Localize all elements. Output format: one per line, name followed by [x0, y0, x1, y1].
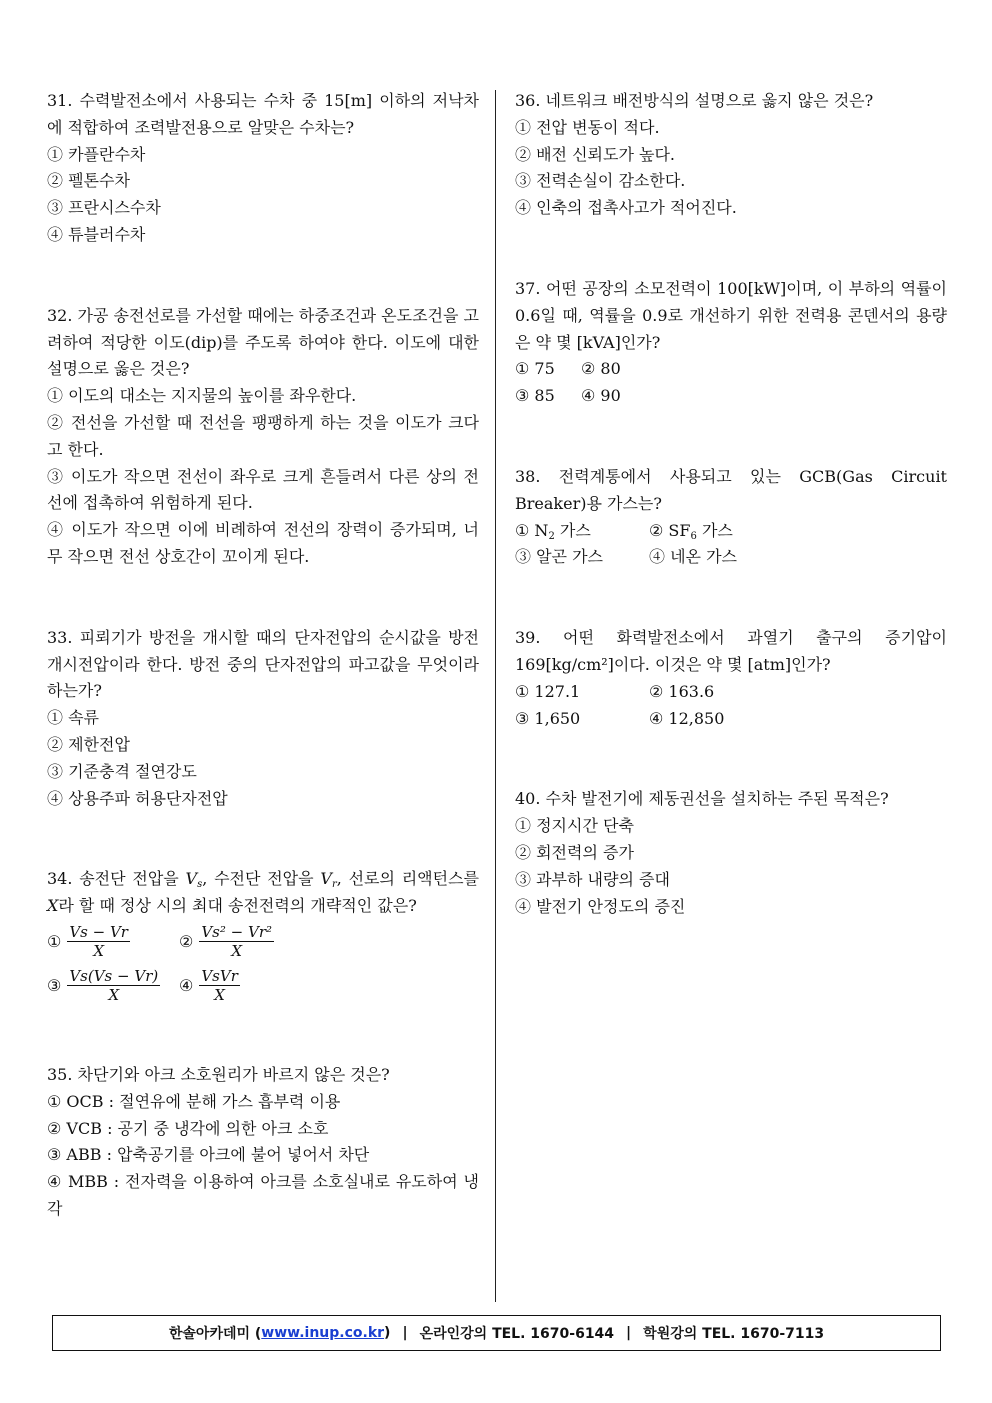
- option-2: ② 전선을 가선할 때 전선을 팽팽하게 하는 것을 이도가 크다고 한다.: [47, 412, 479, 459]
- option-3: ③ 전력손실이 감소한다.: [515, 171, 686, 191]
- var-x: X: [47, 896, 59, 916]
- option-4: ④ 인축의 접촉사고가 적어진다.: [515, 198, 737, 218]
- question-36: [515, 88, 947, 222]
- option-3: ③ 85: [515, 386, 555, 406]
- footer-website-link[interactable]: www.inup.co.kr: [261, 1325, 385, 1341]
- fraction-denominator: X: [108, 986, 120, 1005]
- fraction-denominator: X: [231, 942, 243, 961]
- var-vr: V: [320, 869, 332, 889]
- stem-part: 34. 송전단 전압을: [47, 869, 186, 889]
- option-4: ④ 12,850: [649, 708, 725, 728]
- option-2: ② 80: [581, 359, 621, 379]
- option-2: ② 회전력의 증가: [515, 842, 634, 862]
- option-2: ② 제한전압: [47, 734, 130, 754]
- question-stem: 33. 피뢰기가 방전을 개시할 때의 단자전압의 순시값을 방전 개시전압이라 한다. 방전 중의 단자전압의 파고값을 무엇이라 하는가?: [47, 627, 479, 701]
- var-vr-sub: r: [331, 879, 337, 891]
- option-mark: ③: [47, 975, 62, 995]
- option-4: ④ 상용주파 허용단자전압: [47, 788, 228, 808]
- var-vs: V: [185, 869, 198, 889]
- option-4: ④ 발전기 안정도의 증진: [515, 896, 686, 916]
- right-column: [515, 88, 947, 920]
- formula-row-2: [47, 964, 479, 1008]
- option-2: ② 163.6: [649, 681, 715, 701]
- option-1: ① 이도의 대소는 지지물의 높이를 좌우한다.: [47, 386, 357, 406]
- question-38: [515, 464, 947, 571]
- option-3: ③ 이도가 작으면 전선이 좌우로 크게 흔들려서 다른 상의 전선에 접촉하여 위험하게 된다.: [47, 466, 479, 513]
- question-34: [47, 866, 479, 1008]
- option-1: ① 전압 변동이 적다.: [515, 117, 660, 137]
- fraction: [199, 923, 274, 960]
- option-row: [515, 518, 947, 545]
- option-4: ④ 튜블러수차: [47, 224, 146, 244]
- option-text: ② SF: [649, 520, 691, 540]
- formula-row-1: [47, 920, 479, 964]
- left-column: [47, 88, 479, 1223]
- option-text: 가스: [554, 520, 591, 540]
- footer-online-tel: 온라인강의 TEL. 1670-6144: [419, 1326, 615, 1342]
- option-mark: ①: [47, 931, 62, 951]
- question-stem: 36. 네트워크 배전방식의 설명으로 옳지 않은 것은?: [515, 91, 874, 110]
- question-39: [515, 625, 947, 732]
- option-text: 가스: [696, 520, 733, 540]
- question-31: [47, 88, 479, 249]
- question-40: [515, 786, 947, 920]
- footer-separator: |: [402, 1325, 408, 1341]
- option-row: [515, 706, 947, 733]
- option-row: [515, 383, 947, 410]
- question-stem: 31. 수력발전소에서 사용되는 수차 중 15[m] 이하의 저낙차에 적합하여 조력발전용으로 알맞은 수차는?: [47, 91, 479, 137]
- column-divider: [495, 90, 496, 1302]
- question-stem: 35. 차단기와 아크 소호원리가 바르지 않은 것은?: [47, 1064, 390, 1084]
- fraction-denominator: X: [93, 942, 104, 961]
- option-2: [649, 518, 733, 545]
- question-stem: 37. 어떤 공장의 소모전력이 100[kW]이며, 이 부하의 역률이 0.6일 때, 역률을 0.9로 개선하기 위한 전력용 콘덴서의 용량은 약 몇 [kVA]인가?: [515, 278, 947, 352]
- option-4: ④ MBB : 전자력을 이용하여 아크를 소호실내로 유도하여 냉각: [47, 1172, 479, 1218]
- option-4: ④ 네온 가스: [649, 547, 737, 567]
- question-stem: 40. 수차 발전기에 제동권선을 설치하는 주된 목적은?: [515, 789, 889, 809]
- option-1: ① 75: [515, 359, 555, 379]
- question-stem: [47, 866, 479, 920]
- subscript: 2: [548, 530, 555, 542]
- option-2: ② 배전 신뢰도가 높다.: [515, 144, 675, 164]
- option-1: ① 카플란수차: [47, 144, 146, 164]
- option-1: [47, 923, 179, 960]
- question-33: [47, 625, 479, 813]
- var-vs-sub: s: [197, 879, 203, 891]
- footer-brand-close: ): [384, 1325, 391, 1341]
- fraction-numerator: Vs(Vs − Vr): [69, 967, 159, 986]
- footer-offline-tel: 학원강의 TEL. 1670-7113: [643, 1326, 825, 1342]
- option-text: ① N: [515, 520, 549, 540]
- option-1: [515, 518, 649, 545]
- option-3: ③ 기준충격 절연강도: [47, 761, 197, 781]
- option-3: ③ 프란시스수차: [47, 198, 161, 218]
- subscript: 6: [690, 530, 697, 542]
- option-4: ④ 90: [581, 386, 621, 406]
- option-4: [179, 967, 240, 1004]
- option-4: ④ 이도가 작으면 이에 비례하여 전선의 장력이 증가되며, 너무 작으면 전선 상호간이 꼬이게 된다.: [47, 520, 479, 566]
- option-1: ① 정지시간 단축: [515, 816, 634, 836]
- option-1: ① 127.1: [515, 681, 581, 701]
- fraction-denominator: X: [214, 986, 225, 1005]
- fraction: [67, 967, 160, 1004]
- option-row: [515, 544, 947, 571]
- stem-part: , 수전단 전압을: [202, 869, 321, 889]
- question-stem: 32. 가공 송전선로를 가선할 때에는 하중조건과 온도조건을 고려하여 적당한 이도(dip)를 주도록 하여야 한다. 이도에 대한 설명으로 옳은 것은?: [47, 305, 479, 379]
- option-2: ② 펠톤수차: [47, 171, 130, 191]
- footer-separator: |: [626, 1325, 632, 1341]
- fraction: [67, 923, 130, 960]
- option-row: [515, 356, 947, 383]
- option-3: ③ 과부하 내량의 증대: [515, 869, 670, 889]
- option-mark: ②: [179, 931, 194, 951]
- question-stem: 39. 어떤 화력발전소에서 과열기 출구의 증기압이 169[kg/cm²]이다. 이것은 약 몇 [atm]인가?: [515, 628, 947, 674]
- question-37: [515, 276, 947, 410]
- fraction-numerator: Vs² − Vr²: [201, 923, 273, 942]
- fraction-numerator: VsVr: [201, 967, 238, 986]
- option-2: ② VCB : 공기 중 냉각에 의한 아크 소호: [47, 1118, 329, 1138]
- question-stem: 38. 전력계통에서 사용되고 있는 GCB(Gas Circuit Breaker)용 가스는?: [515, 466, 947, 513]
- option-1: ① OCB : 절연유에 분해 가스 흡부력 이용: [47, 1091, 341, 1111]
- option-3: ③ 1,650: [515, 708, 581, 728]
- fraction-numerator: Vs − Vr: [69, 923, 128, 942]
- option-mark: ④: [179, 975, 194, 995]
- stem-part: , 선로의 리액턴스를: [336, 869, 479, 889]
- option-3: [47, 967, 179, 1004]
- footer-bar: [52, 1315, 941, 1351]
- option-3: ③ 알곤 가스: [515, 547, 603, 567]
- question-35: [47, 1062, 479, 1223]
- option-row: [515, 679, 947, 706]
- question-32: [47, 303, 479, 571]
- option-1: ① 속류: [47, 708, 99, 728]
- stem-part: 라 할 때 정상 시의 최대 송전전력의 개략적인 값은?: [58, 896, 417, 916]
- footer-brand: 한솔아카데미 (: [168, 1326, 262, 1342]
- option-3: ③ ABB : 압축공기를 아크에 불어 넣어서 차단: [47, 1145, 370, 1165]
- fraction: [199, 967, 240, 1004]
- option-2: [179, 923, 274, 960]
